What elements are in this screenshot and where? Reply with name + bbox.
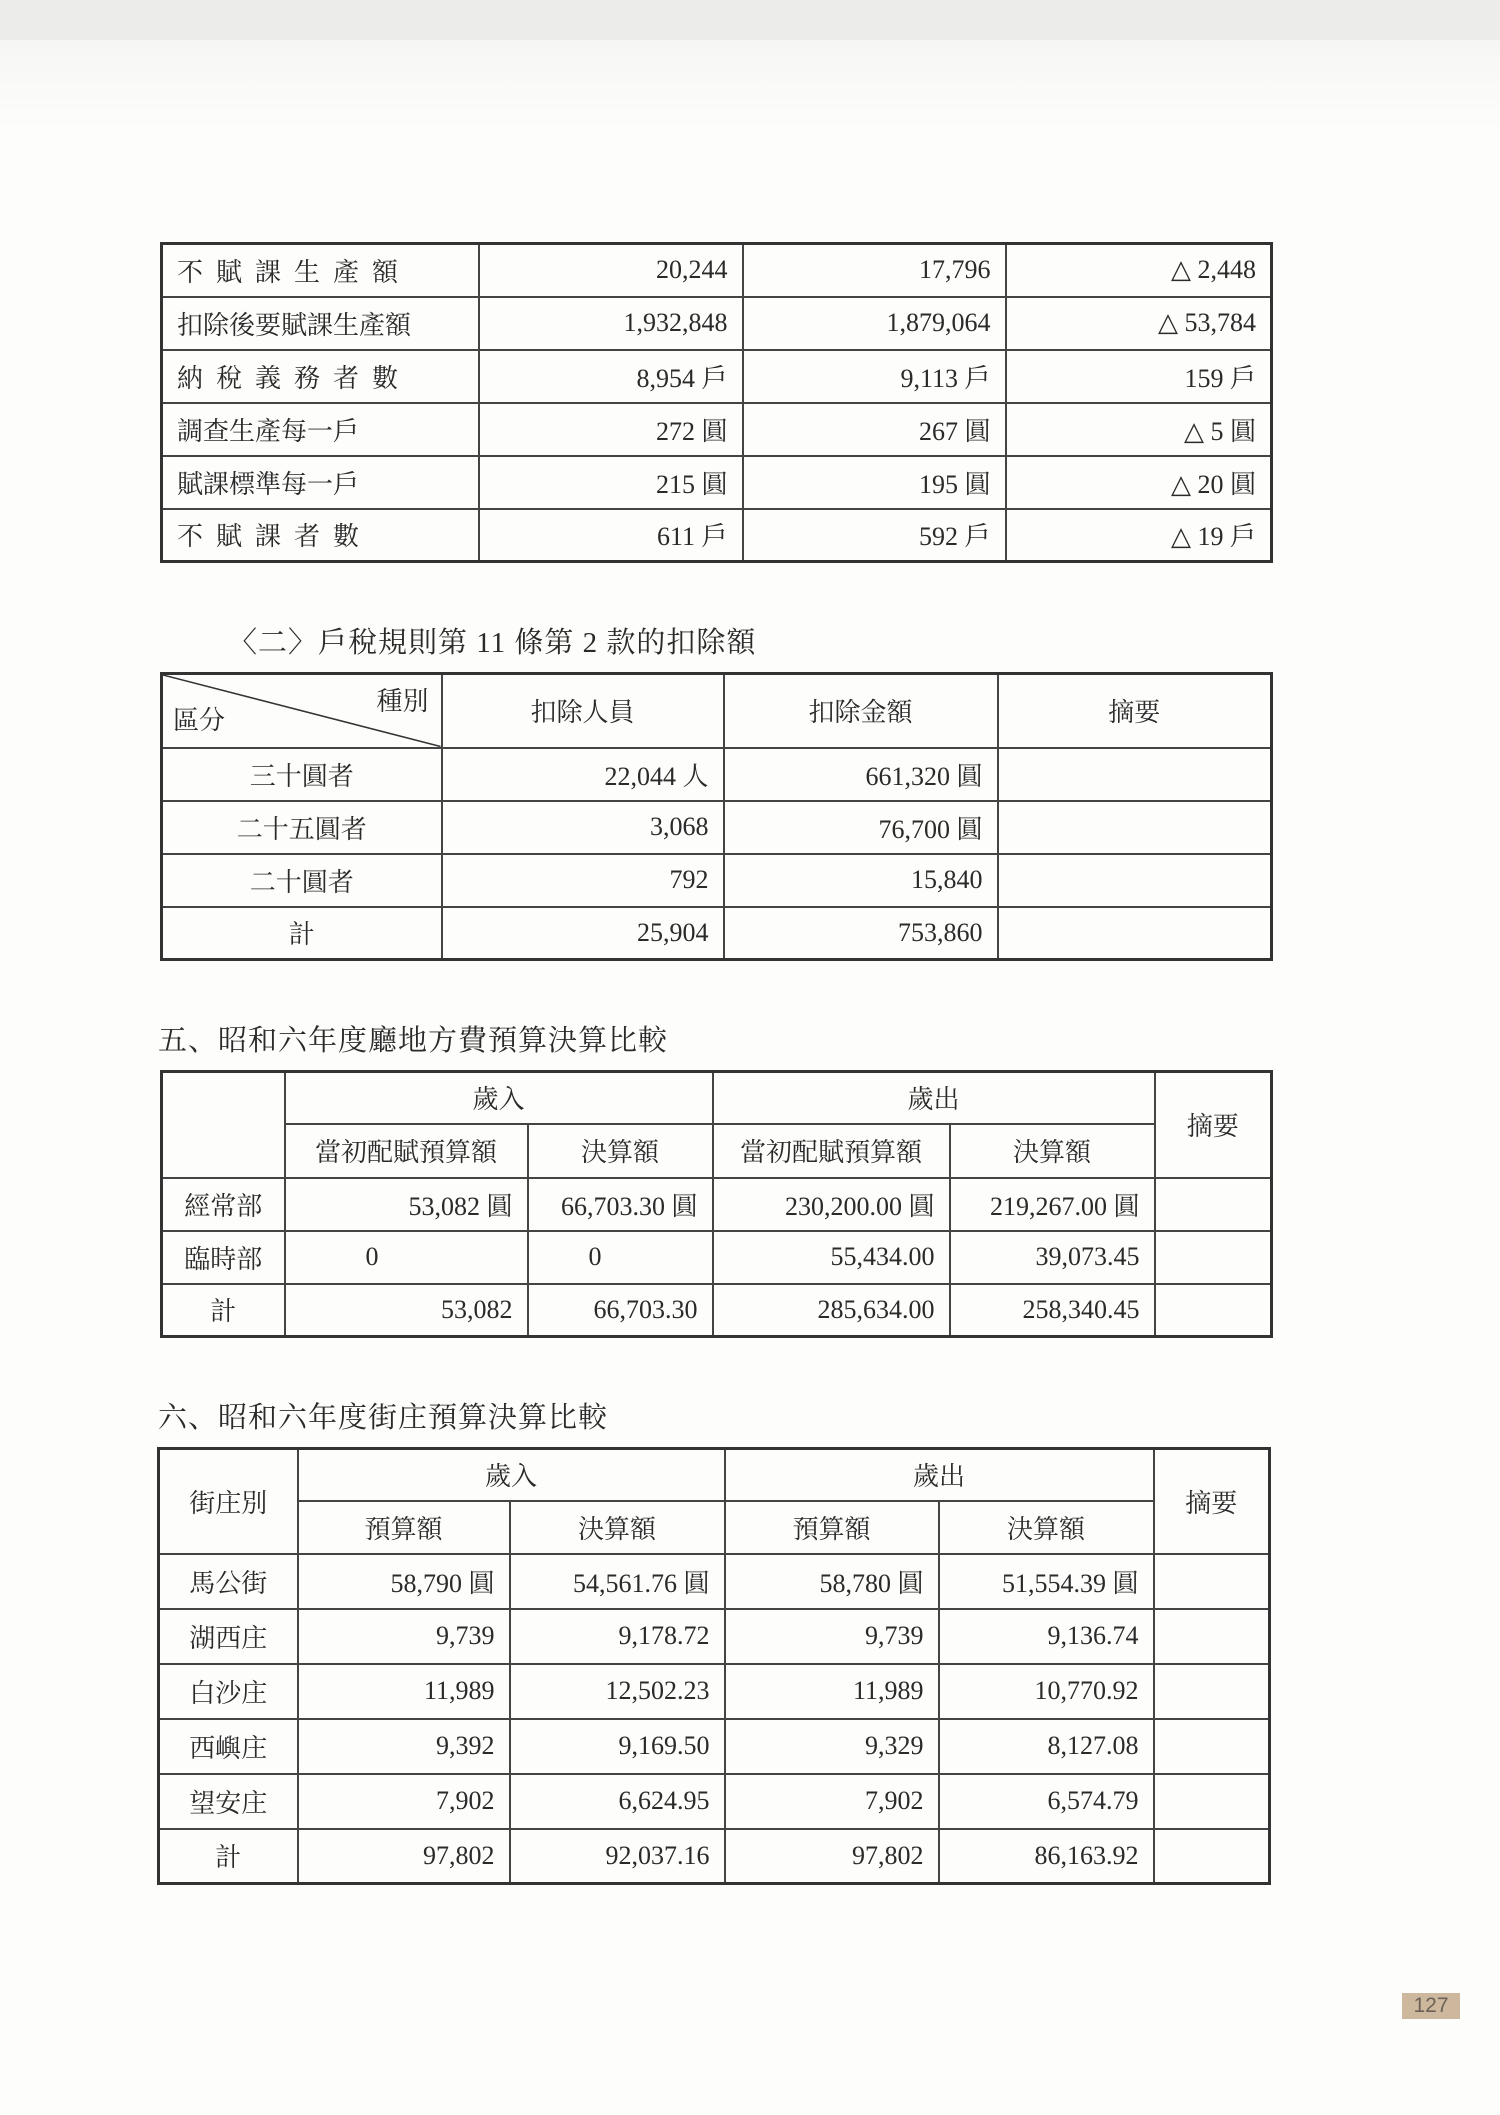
value-cell: 285,634.00: [713, 1284, 950, 1337]
row-label-cell: 計: [162, 907, 442, 960]
value-cell: 11,989: [725, 1664, 939, 1719]
value-cell: [998, 854, 1272, 907]
table-row: [159, 1829, 1270, 1884]
office-budget-table: [160, 1070, 1273, 1338]
town-budget-heading: 六、昭和六年度街庄預算決算比較: [158, 1402, 609, 1434]
value-cell: 22,044 人: [442, 748, 724, 801]
row-label-cell: 二十五圓者: [162, 801, 442, 854]
table-row: [162, 509, 1272, 562]
value-cell: 7,902: [298, 1774, 510, 1829]
table-row: [159, 1609, 1270, 1664]
value-cell: 51,554.39 圓: [939, 1554, 1154, 1609]
table-row: [159, 1664, 1270, 1719]
table-row: [162, 244, 1272, 297]
header-town: 街庄別: [159, 1449, 298, 1554]
value-cell: 215 圓: [479, 456, 743, 509]
value-cell: [1155, 1284, 1272, 1337]
value-cell: [1154, 1609, 1270, 1664]
header-expenditure-budget: 預算額: [725, 1501, 939, 1554]
row-label-cell: 納稅義務者數: [162, 350, 479, 403]
row-label-cell: 白沙庄: [159, 1664, 298, 1719]
table-row: [162, 456, 1272, 509]
value-cell: 9,136.74: [939, 1609, 1154, 1664]
table-row: [159, 1774, 1270, 1829]
header-revenue: 歲入: [298, 1449, 725, 1501]
header-remarks: 摘要: [998, 674, 1272, 748]
page-number: 127: [1402, 1993, 1460, 2019]
value-cell: 9,169.50: [510, 1719, 725, 1774]
header-expenditure-settled: 決算額: [939, 1501, 1154, 1554]
value-cell: 753,860: [724, 907, 998, 960]
row-label-cell: 二十圓者: [162, 854, 442, 907]
header-class-label: 區分: [173, 705, 226, 735]
value-cell: 20,244: [479, 244, 743, 297]
deduction-table: [160, 672, 1273, 961]
value-cell: 53,082 圓: [285, 1178, 528, 1231]
header-expenditure-budget: 當初配賦預算額: [713, 1124, 950, 1178]
value-cell: 159 戶: [1006, 350, 1272, 403]
header-deducted-amount: 扣除金額: [724, 674, 998, 748]
table-row: [162, 748, 1272, 801]
value-cell: 1,879,064: [743, 297, 1006, 350]
row-label-cell: 望安庄: [159, 1774, 298, 1829]
value-cell: [1154, 1719, 1270, 1774]
value-cell: 54,561.76 圓: [510, 1554, 725, 1609]
table-row: [162, 1178, 1272, 1231]
value-cell: [1155, 1178, 1272, 1231]
value-cell: 15,840: [724, 854, 998, 907]
row-label-cell: 計: [162, 1284, 285, 1337]
value-cell: 1,932,848: [479, 297, 743, 350]
value-cell: 12,502.23: [510, 1664, 725, 1719]
header-expenditure: 歲出: [713, 1072, 1155, 1124]
header-revenue-budget: 當初配賦預算額: [285, 1124, 528, 1178]
value-cell: 6,624.95: [510, 1774, 725, 1829]
value-cell: 17,796: [743, 244, 1006, 297]
row-label-cell: 湖西庄: [159, 1609, 298, 1664]
value-cell: [1154, 1774, 1270, 1829]
value-cell: 258,340.45: [950, 1284, 1155, 1337]
value-cell: 39,073.45: [950, 1231, 1155, 1284]
table-row: [159, 1554, 1270, 1609]
header-revenue-budget: 預算額: [298, 1501, 510, 1554]
row-label-cell: 不賦課生產額: [162, 244, 479, 297]
value-cell: 592 戶: [743, 509, 1006, 562]
table-row: [162, 350, 1272, 403]
row-label-cell: 臨時部: [162, 1231, 285, 1284]
scan-shadow: [0, 40, 1500, 130]
value-cell: 25,904: [442, 907, 724, 960]
value-cell: 9,113 戶: [743, 350, 1006, 403]
value-cell: 9,739: [725, 1609, 939, 1664]
table-row: [162, 854, 1272, 907]
deduction-heading: 〈二〉戶稅規則第 11 條第 2 款的扣除額: [228, 627, 757, 659]
header-revenue-settled: 決算額: [528, 1124, 713, 1178]
row-label-cell: 調查生產每一戶: [162, 403, 479, 456]
diagonal-header-cell: [162, 674, 442, 748]
value-cell: 10,770.92: [939, 1664, 1154, 1719]
value-cell: △ 19 戶: [1006, 509, 1272, 562]
value-cell: 9,392: [298, 1719, 510, 1774]
header-revenue-settled: 決算額: [510, 1501, 725, 1554]
value-cell: 76,700 圓: [724, 801, 998, 854]
row-label-cell: 賦課標準每一戶: [162, 456, 479, 509]
tax-production-table: [160, 242, 1273, 563]
value-cell: 219,267.00 圓: [950, 1178, 1155, 1231]
value-cell: [998, 907, 1272, 960]
value-cell: 53,082: [285, 1284, 528, 1337]
table-row: [162, 801, 1272, 854]
value-cell: [1154, 1829, 1270, 1884]
header-type-label: 種別: [376, 687, 429, 716]
table-row: [162, 403, 1272, 456]
value-cell: [1154, 1664, 1270, 1719]
value-cell: 0: [528, 1231, 713, 1284]
header-remarks: 摘要: [1154, 1449, 1270, 1554]
value-cell: 97,802: [725, 1829, 939, 1884]
value-cell: 611 戶: [479, 509, 743, 562]
value-cell: 3,068: [442, 801, 724, 854]
value-cell: 8,954 戶: [479, 350, 743, 403]
table-row: [162, 1284, 1272, 1337]
row-label-cell: 計: [159, 1829, 298, 1884]
value-cell: 55,434.00: [713, 1231, 950, 1284]
value-cell: 8,127.08: [939, 1719, 1154, 1774]
table-row: [162, 1231, 1272, 1284]
value-cell: 792: [442, 854, 724, 907]
office-budget-heading: 五、昭和六年度廳地方費預算決算比較: [158, 1025, 669, 1057]
value-cell: 267 圓: [743, 403, 1006, 456]
table-row: [162, 297, 1272, 350]
value-cell: 66,703.30 圓: [528, 1178, 713, 1231]
value-cell: [998, 801, 1272, 854]
row-label-cell: 西嶼庄: [159, 1719, 298, 1774]
value-cell: 230,200.00 圓: [713, 1178, 950, 1231]
value-cell: 58,790 圓: [298, 1554, 510, 1609]
table-row: [162, 907, 1272, 960]
town-budget-table: [157, 1447, 1271, 1885]
header-revenue: 歲入: [285, 1072, 713, 1124]
value-cell: 195 圓: [743, 456, 1006, 509]
value-cell: [1155, 1231, 1272, 1284]
value-cell: 97,802: [298, 1829, 510, 1884]
row-label-cell: 不賦課者數: [162, 509, 479, 562]
value-cell: △ 2,448: [1006, 244, 1272, 297]
value-cell: [998, 748, 1272, 801]
value-cell: 66,703.30: [528, 1284, 713, 1337]
value-cell: 58,780 圓: [725, 1554, 939, 1609]
row-label-cell: 馬公街: [159, 1554, 298, 1609]
value-cell: 272 圓: [479, 403, 743, 456]
value-cell: 0: [285, 1231, 528, 1284]
value-cell: 11,989: [298, 1664, 510, 1719]
header-deducted-persons: 扣除人員: [442, 674, 724, 748]
value-cell: 92,037.16: [510, 1829, 725, 1884]
row-label-cell: 扣除後要賦課生產額: [162, 297, 479, 350]
table-row: [159, 1719, 1270, 1774]
value-cell: 6,574.79: [939, 1774, 1154, 1829]
value-cell: 7,902: [725, 1774, 939, 1829]
value-cell: △ 20 圓: [1006, 456, 1272, 509]
value-cell: 9,178.72: [510, 1609, 725, 1664]
header-expenditure: 歲出: [725, 1449, 1154, 1501]
blank-header-cell: [162, 1072, 285, 1178]
header-expenditure-settled: 決算額: [950, 1124, 1155, 1178]
value-cell: [1154, 1554, 1270, 1609]
scan-top-band: [0, 0, 1500, 40]
row-label-cell: 經常部: [162, 1178, 285, 1231]
value-cell: 86,163.92: [939, 1829, 1154, 1884]
header-remarks: 摘要: [1155, 1072, 1272, 1178]
row-label-cell: 三十圓者: [162, 748, 442, 801]
value-cell: 661,320 圓: [724, 748, 998, 801]
value-cell: 9,329: [725, 1719, 939, 1774]
value-cell: 9,739: [298, 1609, 510, 1664]
value-cell: △ 5 圓: [1006, 403, 1272, 456]
value-cell: △ 53,784: [1006, 297, 1272, 350]
